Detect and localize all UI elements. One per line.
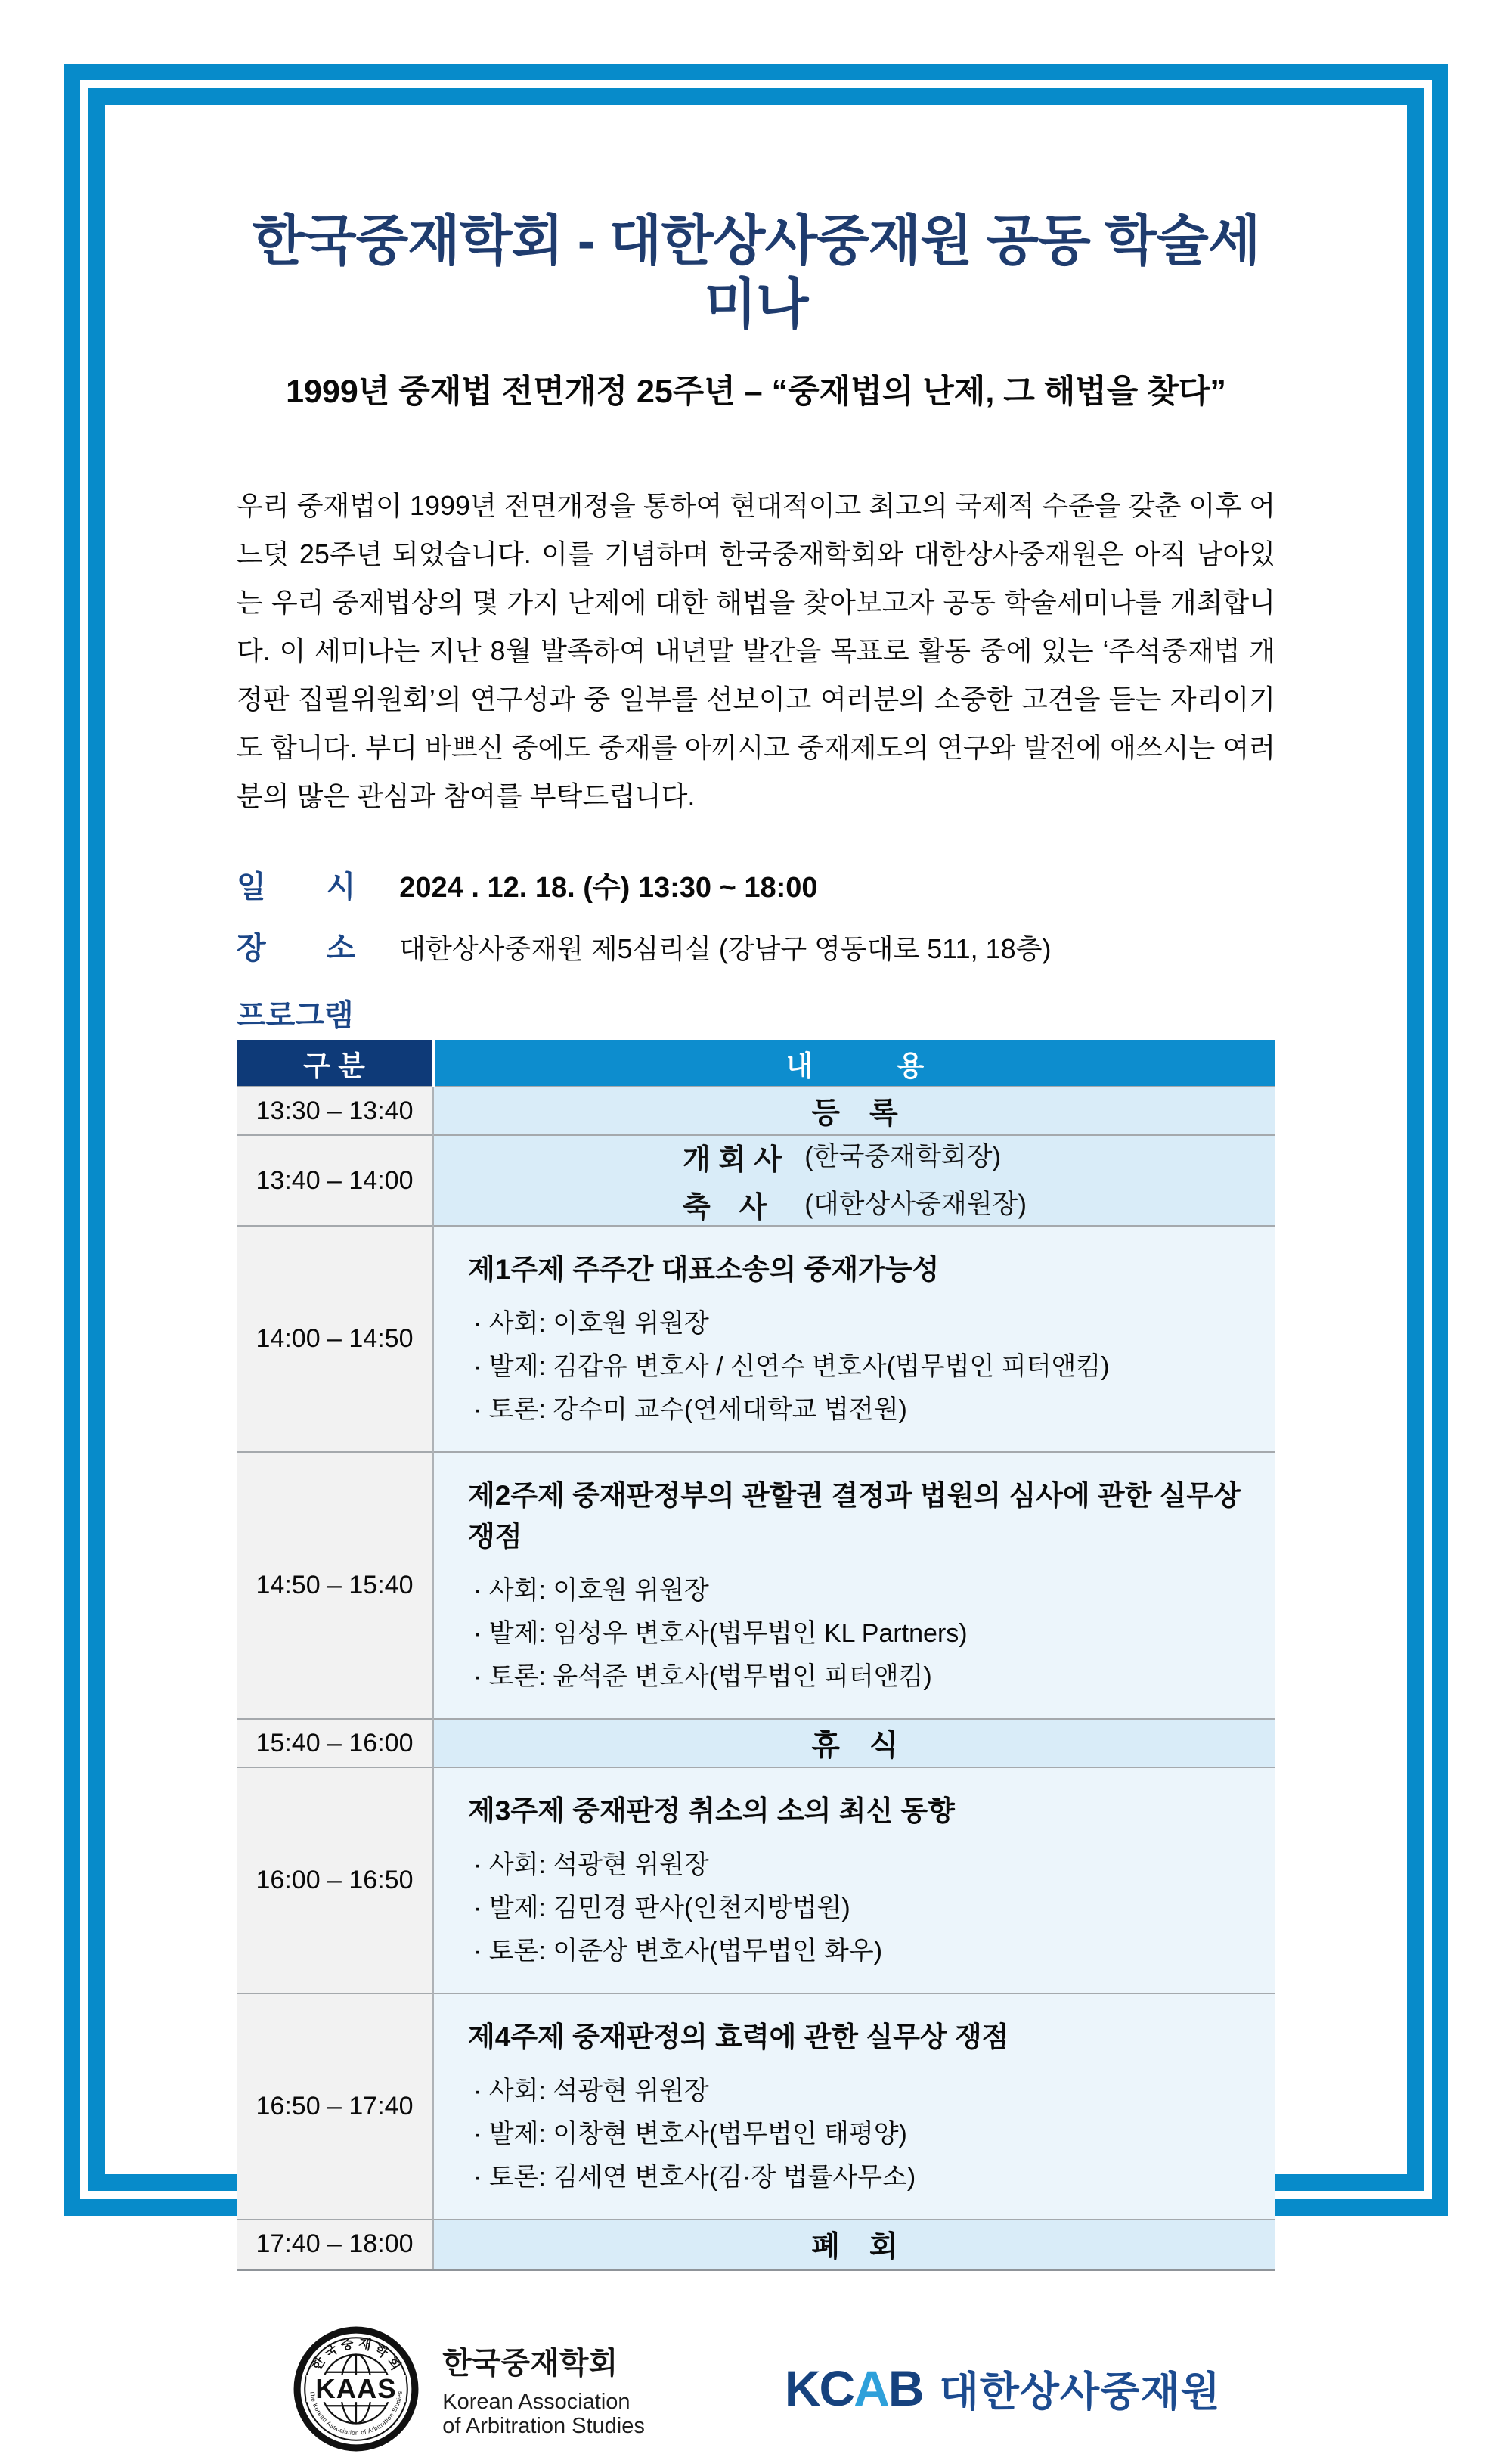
session-title: 제4주제 중재판정의 효력에 관한 실무상 쟁점 [468, 2021, 1009, 2052]
page-title: 한국중재학회 - 대한상사중재원 공동 학술세미나 [252, 211, 1260, 335]
content-cell [433, 2220, 1275, 2269]
page-subtitle: 1999년 중재법 전면개정 25주년 – “중재법의 난제, 그 해법을 찾다” [286, 374, 1226, 410]
time-cell: 16:50 – 17:40 [237, 1993, 433, 2220]
content-cell [433, 1087, 1275, 1135]
poster-content [105, 105, 1407, 2438]
table-row [237, 1135, 1275, 1226]
session-item: · 토론: 김세연 변호사(김·장 법률사무소) [473, 2163, 916, 2192]
time-cell: 13:30 – 13:40 [237, 1087, 433, 1135]
session-title: 휴 식 [811, 1730, 898, 1762]
kcab-name-korean: 대한상사중재원 [939, 2369, 1221, 2415]
column-header-content: 내 용 [433, 1040, 1275, 1087]
content-cell [433, 1226, 1275, 1452]
session-title: 제2주제 중재판정부의 관할권 결정과 법원의 심사에 관한 실무상 쟁점 [468, 1480, 1241, 1552]
session-item: · 발제: 김갑유 변호사 / 신연수 변호사(법무법인 피터앤킴) [473, 1352, 1110, 1381]
content-cell [433, 1767, 1275, 1993]
session-item: · 사회: 이호원 위원장 [473, 1309, 709, 1338]
session-item: · 사회: 석광현 위원장 [473, 1851, 709, 1879]
kcab-letter-b: B [888, 2360, 923, 2416]
ceremony-lines [683, 1136, 1027, 1225]
venue-row [237, 930, 1275, 967]
ceremony-speaker: (한국중재학회장) [804, 1142, 1002, 1171]
kaas-name-english-line2: of Arbitration Studies [442, 2414, 645, 2438]
session-item: · 사회: 석광현 위원장 [473, 2077, 709, 2105]
kaas-seal-arc-top-text: 한 국 중 재 학 회 [308, 2335, 404, 2373]
kcab-letter-a: A [854, 2360, 888, 2416]
session-item: · 발제: 임성우 변호사(법무법인 KL Partners) [473, 1619, 968, 1648]
session-item: · 사회: 이호원 위원장 [473, 1576, 709, 1605]
table-row [237, 1087, 1275, 1135]
content-cell [433, 1719, 1275, 1767]
table-row [237, 1993, 1275, 2220]
kaas-name-english-line1: Korean Association [442, 2390, 631, 2414]
time-cell: 15:40 – 16:00 [237, 1719, 433, 1767]
kaas-seal-arc-bottom-text: The Korean Association of Arbitration Studies [308, 2390, 404, 2437]
session-title: 폐 회 [811, 2230, 898, 2263]
session-title: 등 록 [811, 1097, 898, 1130]
date-value: 2024 . 12. 18. (수) 13:30 ~ 18:00 [399, 872, 818, 904]
ceremony-title: 개 회 사 [682, 1144, 782, 1176]
time-cell: 16:00 – 16:50 [237, 1767, 433, 1993]
time-cell: 17:40 – 18:00 [237, 2220, 433, 2269]
table-row [237, 2220, 1275, 2269]
kcab-wordmark [785, 2359, 923, 2417]
session-item: · 발제: 김민경 판사(인천지방법원) [473, 1894, 850, 1922]
table-header-row [237, 1040, 1275, 1087]
session-item: · 토론: 이준상 변호사(법무법인 화우) [473, 1937, 883, 1965]
kaas-name-block [442, 2339, 645, 2438]
session-title: 제1주제 주주간 대표소송의 중재가능성 [468, 1254, 940, 1285]
time-cell: 14:00 – 14:50 [237, 1226, 433, 1452]
time-cell: 14:50 – 15:40 [237, 1452, 433, 1719]
time-cell: 13:40 – 14:00 [237, 1135, 433, 1226]
venue-value: 대한상사중재원 제5심리실 (강남구 영동대로 511, 18층) [399, 933, 1052, 964]
program-table [237, 1040, 1275, 2271]
event-details [237, 869, 1275, 1034]
content-cell [433, 1452, 1275, 1719]
intro-paragraph: 우리 중재법이 1999년 전면개정을 통하여 현대적이고 최고의 국제적 수준을 갖춘 이후 어느덧 25주년 되었습니다. 이를 기념하며 한국중재학회와 대한상사중재원은 아직 남아있는 우리 중재법상의 몇 가지 난제에 대한 해법을 찾아보고자 공동 학술세미나를 개최합니다. 이 세미나는 지난 8월 발족하여 내년말 발간을 목표로 활동 중에 있는 ‘주석중재법 개정판 집필위원회’의 연구성과 중 일부를 선보이고 여러분의 소중한 고견을 듣는 자리이기도 합니다. 부디 바쁘신 중에도 중재를 아끼시고 중재제도의 연구와 발전에 애쓰시는 여러분의 많은 관심과 참여를 부탁드립니다. [237, 490, 1275, 811]
column-header-time: 구 분 [237, 1040, 433, 1087]
kcab-letters-kc: KC [784, 2360, 854, 2416]
session-item: · 발제: 이창현 변호사(법무법인 태평양) [473, 2120, 907, 2148]
content-cell [433, 1135, 1275, 1226]
date-label: 일 시 [237, 870, 356, 904]
footer-logos [237, 2324, 1275, 2454]
ceremony-title: 축 사 [682, 1192, 767, 1224]
session-title: 제3주제 중재판정 취소의 소의 최신 동향 [468, 1795, 955, 1826]
session-item: · 토론: 윤석준 변호사(법무법인 피터앤킴) [473, 1662, 932, 1691]
table-row [237, 1226, 1275, 1452]
kaas-seal-icon [291, 2324, 421, 2454]
kcab-logo-group [785, 2359, 1221, 2418]
venue-label: 장 소 [237, 932, 356, 965]
program-label: 프로그램 [237, 999, 354, 1032]
kaas-name-korean: 한국중재학회 [442, 2347, 618, 2380]
session-item: · 토론: 강수미 교수(연세대학교 법전원) [473, 1395, 907, 1424]
content-cell [433, 1993, 1275, 2220]
kaas-logo-group [291, 2324, 645, 2454]
table-row [237, 1767, 1275, 1993]
kaas-acronym: KAAS [315, 2372, 397, 2404]
table-row [237, 1452, 1275, 1719]
date-row [237, 869, 1275, 906]
table-row [237, 1719, 1275, 1767]
ceremony-speaker: (대한상사중재원장) [804, 1190, 1027, 1219]
